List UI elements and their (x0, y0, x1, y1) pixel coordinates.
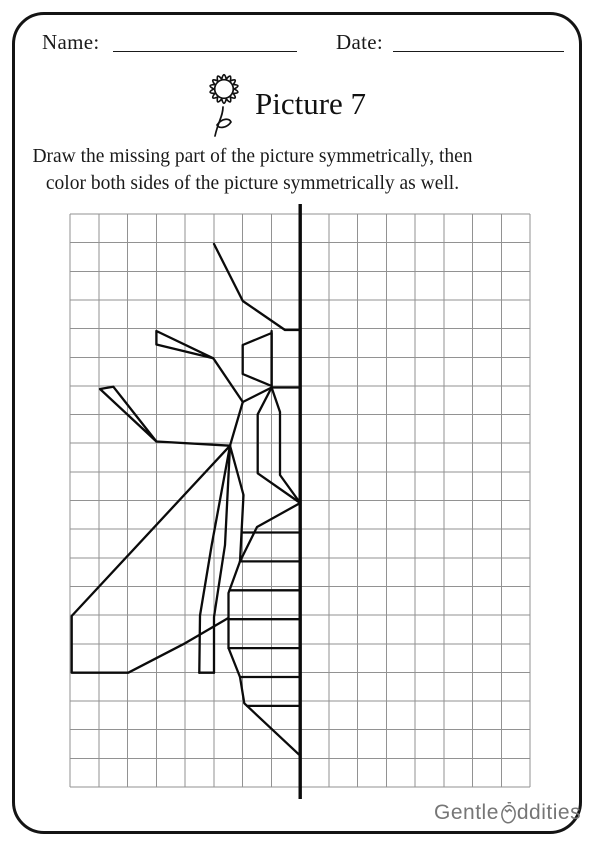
symmetry-grid-canvas[interactable] (60, 198, 545, 813)
brand-prefix: Gentle (434, 801, 499, 824)
instructions-line-2: color both sides of the picture symmetrically as well. (45, 173, 460, 194)
figure-lower-wing (72, 446, 230, 673)
instructions (0, 143, 505, 197)
figure-antenna (214, 244, 300, 330)
brand-suffix: ddities (516, 801, 582, 824)
instructions-line-1: Draw the missing part of the picture symmetrically, then (32, 146, 473, 167)
date-input-line[interactable] (393, 32, 564, 52)
figure-face-trapezoid (243, 333, 272, 386)
egg-o-icon (500, 802, 517, 824)
name-label: Name: (42, 30, 100, 54)
date-label: Date: (336, 30, 383, 54)
page-title: Picture 7 (255, 86, 367, 121)
sunflower-doodle-icon (201, 70, 249, 142)
brand-logo (434, 801, 581, 825)
figure-arm-to-hub (230, 402, 243, 446)
figure-abdomen-outline (229, 446, 301, 756)
name-input-line[interactable] (113, 32, 297, 52)
